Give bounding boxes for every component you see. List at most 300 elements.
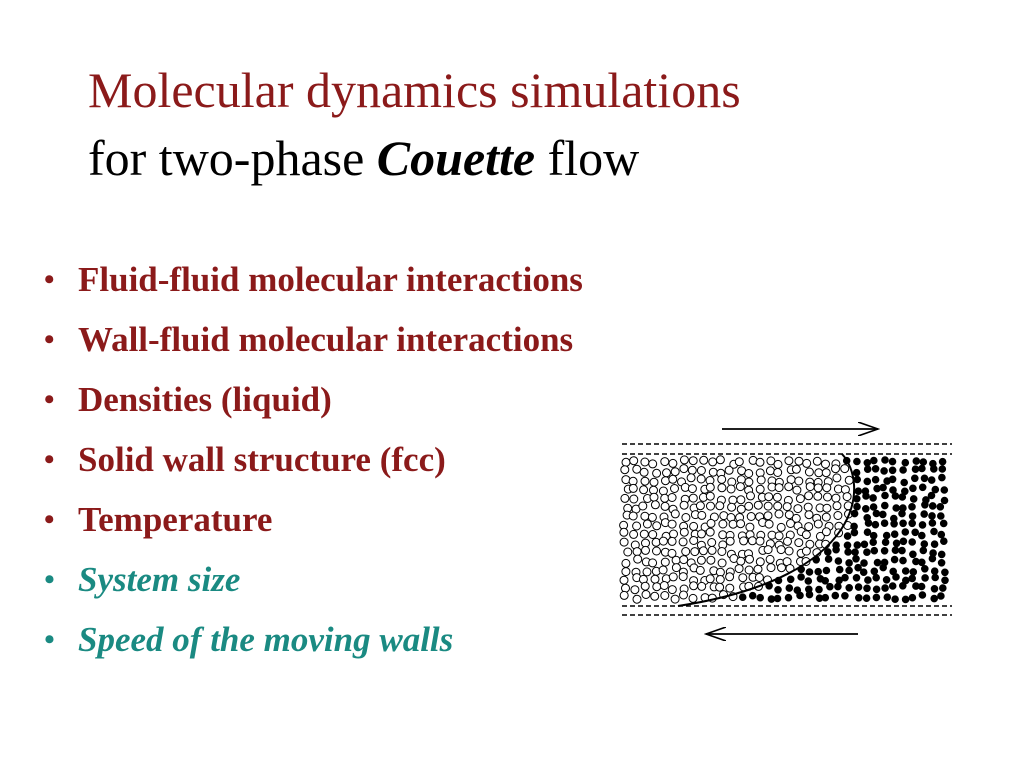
filled-particle bbox=[910, 551, 917, 558]
open-particle bbox=[672, 564, 680, 572]
filled-particle bbox=[932, 486, 939, 493]
filled-particle bbox=[884, 594, 891, 601]
filled-particle bbox=[851, 529, 858, 536]
open-particle bbox=[622, 568, 630, 576]
open-particle bbox=[787, 520, 795, 528]
open-particle bbox=[746, 555, 754, 563]
open-particle bbox=[737, 505, 745, 513]
filled-particle bbox=[855, 584, 862, 591]
open-particle bbox=[659, 566, 667, 574]
open-particle bbox=[726, 584, 734, 592]
open-particle bbox=[773, 493, 781, 501]
open-particle bbox=[785, 457, 793, 465]
filled-particle bbox=[823, 567, 830, 574]
bullet-text: System size bbox=[78, 560, 241, 599]
open-particle bbox=[696, 502, 704, 510]
filled-particle bbox=[822, 578, 829, 585]
filled-particle bbox=[931, 568, 938, 575]
filled-particle bbox=[891, 531, 898, 538]
open-particle bbox=[706, 575, 714, 583]
filled-particle bbox=[909, 513, 916, 520]
filled-particle bbox=[921, 511, 928, 518]
open-particle bbox=[690, 537, 698, 545]
open-particle bbox=[824, 493, 832, 501]
open-particle bbox=[631, 586, 639, 594]
filled-particle bbox=[805, 578, 812, 585]
filled-particle bbox=[864, 460, 871, 467]
filled-particle bbox=[774, 595, 781, 602]
open-particle bbox=[659, 487, 667, 495]
open-particle bbox=[814, 492, 822, 500]
filled-particle bbox=[872, 521, 879, 528]
open-particle bbox=[659, 537, 667, 545]
filled-particle bbox=[864, 466, 871, 473]
bullet-item bbox=[44, 370, 583, 430]
filled-particle bbox=[902, 529, 909, 536]
filled-particle bbox=[902, 459, 909, 466]
filled-particle bbox=[918, 583, 925, 590]
open-particle bbox=[716, 583, 724, 591]
open-particle bbox=[804, 503, 812, 511]
filled-particle bbox=[938, 560, 945, 567]
filled-particle bbox=[853, 469, 860, 476]
open-particle bbox=[754, 565, 762, 573]
filled-particle bbox=[870, 532, 877, 539]
filled-particle bbox=[942, 577, 949, 584]
filled-particle bbox=[882, 502, 889, 509]
open-particle bbox=[795, 457, 803, 465]
open-particle bbox=[756, 485, 764, 493]
filled-particle bbox=[883, 577, 890, 584]
open-particle bbox=[696, 566, 704, 574]
open-particle bbox=[633, 522, 641, 530]
open-particle bbox=[649, 559, 657, 567]
filled-particle bbox=[798, 574, 805, 581]
open-particle bbox=[755, 574, 763, 582]
filled-particle bbox=[931, 595, 938, 602]
filled-particle bbox=[889, 476, 896, 483]
open-particle bbox=[719, 531, 727, 539]
filled-particle bbox=[881, 468, 888, 475]
filled-particle bbox=[881, 520, 888, 527]
open-particle bbox=[726, 573, 734, 581]
filled-particle bbox=[919, 532, 926, 539]
bullet-item bbox=[44, 610, 583, 670]
open-particle bbox=[661, 458, 669, 466]
open-particle bbox=[641, 512, 649, 520]
open-particle bbox=[803, 459, 811, 467]
filled-particle bbox=[893, 574, 900, 581]
open-particle bbox=[680, 556, 688, 564]
filled-particle bbox=[929, 555, 936, 562]
filled-particle bbox=[922, 566, 929, 573]
open-particle bbox=[794, 505, 802, 513]
open-particle bbox=[682, 514, 690, 522]
open-particle bbox=[832, 494, 840, 502]
filled-particle bbox=[912, 466, 919, 473]
filled-particle bbox=[941, 497, 948, 504]
filled-particle bbox=[891, 556, 898, 563]
open-particle bbox=[620, 538, 628, 546]
filled-particle bbox=[931, 541, 938, 548]
filled-particle bbox=[871, 568, 878, 575]
filled-particle bbox=[919, 559, 926, 566]
open-particle bbox=[640, 530, 648, 538]
slide-title: Molecular dynamics simulations bbox=[88, 62, 741, 118]
open-particle bbox=[622, 584, 630, 592]
filled-particle bbox=[864, 585, 871, 592]
open-particle bbox=[688, 466, 696, 474]
filled-particle bbox=[853, 556, 860, 563]
open-particle bbox=[691, 548, 699, 556]
bullet-list bbox=[44, 250, 583, 670]
filled-particle bbox=[909, 520, 916, 527]
filled-particle bbox=[900, 520, 907, 527]
filled-particle bbox=[874, 559, 881, 566]
open-particle bbox=[756, 458, 764, 466]
filled-particle bbox=[889, 467, 896, 474]
filled-particle bbox=[872, 476, 879, 483]
filled-particle bbox=[940, 520, 947, 527]
open-particle bbox=[805, 511, 813, 519]
open-particle bbox=[757, 476, 765, 484]
open-particle bbox=[823, 504, 831, 512]
open-particle bbox=[700, 456, 708, 464]
filled-particle bbox=[749, 592, 756, 599]
open-particle bbox=[805, 492, 813, 500]
filled-particle bbox=[854, 458, 861, 465]
open-particle bbox=[652, 538, 660, 546]
fluid-particles bbox=[620, 456, 949, 603]
filled-particle bbox=[929, 520, 936, 527]
filled-particle bbox=[880, 484, 887, 491]
open-particle bbox=[774, 460, 782, 468]
open-particle bbox=[698, 582, 706, 590]
filled-particle bbox=[900, 557, 907, 564]
open-particle bbox=[680, 528, 688, 536]
filled-particle bbox=[865, 577, 872, 584]
filled-particle bbox=[806, 591, 813, 598]
open-particle bbox=[737, 557, 745, 565]
filled-particle bbox=[938, 531, 945, 538]
open-particle bbox=[653, 547, 661, 555]
open-particle bbox=[680, 465, 688, 473]
filled-particle bbox=[938, 551, 945, 558]
filled-particle bbox=[893, 540, 900, 547]
open-particle bbox=[806, 483, 814, 491]
open-particle bbox=[671, 510, 679, 518]
open-particle bbox=[709, 468, 717, 476]
open-particle bbox=[689, 494, 697, 502]
open-particle bbox=[698, 530, 706, 538]
open-particle bbox=[653, 469, 661, 477]
filled-particle bbox=[855, 564, 862, 571]
filled-particle bbox=[909, 539, 916, 546]
filled-particle bbox=[929, 503, 936, 510]
filled-particle bbox=[786, 585, 793, 592]
filled-particle bbox=[881, 548, 888, 555]
bullet-item bbox=[44, 430, 583, 490]
filled-particle bbox=[892, 547, 899, 554]
open-particle bbox=[843, 493, 851, 501]
open-particle bbox=[774, 502, 782, 510]
open-particle bbox=[725, 466, 733, 474]
filled-particle bbox=[832, 592, 839, 599]
filled-particle bbox=[797, 592, 804, 599]
filled-particle bbox=[870, 495, 877, 502]
filled-particle bbox=[846, 567, 853, 574]
open-particle bbox=[834, 512, 842, 520]
filled-particle bbox=[891, 521, 898, 528]
open-particle bbox=[642, 591, 650, 599]
filled-particle bbox=[892, 596, 899, 603]
filled-particle bbox=[909, 575, 916, 582]
filled-particle bbox=[940, 585, 947, 592]
bullet-item bbox=[44, 490, 583, 550]
open-particle bbox=[707, 556, 715, 564]
open-particle bbox=[640, 486, 648, 494]
filled-particle bbox=[873, 510, 880, 517]
filled-particle bbox=[938, 593, 945, 600]
open-particle bbox=[777, 546, 785, 554]
open-particle bbox=[822, 469, 830, 477]
filled-particle bbox=[882, 492, 889, 499]
open-particle bbox=[680, 501, 688, 509]
filled-particle bbox=[835, 583, 842, 590]
open-particle bbox=[679, 538, 687, 546]
filled-particle bbox=[892, 493, 899, 500]
filled-particle bbox=[854, 503, 861, 510]
open-particle bbox=[729, 520, 737, 528]
filled-particle bbox=[910, 496, 917, 503]
open-particle bbox=[735, 458, 743, 466]
open-particle bbox=[777, 523, 785, 531]
filled-particle bbox=[856, 595, 863, 602]
filled-particle bbox=[863, 493, 870, 500]
open-particle bbox=[813, 457, 821, 465]
open-particle bbox=[802, 531, 810, 539]
filled-particle bbox=[922, 575, 929, 582]
filled-particle bbox=[787, 576, 794, 583]
filled-particle bbox=[882, 539, 889, 546]
filled-particle bbox=[928, 477, 935, 484]
open-particle bbox=[622, 458, 630, 466]
open-particle bbox=[668, 494, 676, 502]
filled-particle bbox=[939, 474, 946, 481]
bullet-text: Solid wall structure (fcc) bbox=[78, 440, 446, 479]
open-particle bbox=[668, 537, 676, 545]
open-particle bbox=[630, 495, 638, 503]
open-particle bbox=[633, 465, 641, 473]
open-particle bbox=[728, 503, 736, 511]
filled-particle bbox=[833, 546, 840, 553]
filled-particle bbox=[816, 586, 823, 593]
filled-particle bbox=[909, 504, 916, 511]
open-particle bbox=[766, 555, 774, 563]
open-particle bbox=[672, 556, 680, 564]
couette-flow-diagram bbox=[606, 412, 962, 652]
bullet-dot-icon: • bbox=[44, 443, 55, 476]
open-particle bbox=[622, 476, 630, 484]
open-particle bbox=[669, 459, 677, 467]
bullet-item bbox=[44, 550, 583, 610]
filled-particle bbox=[853, 575, 860, 582]
filled-particle bbox=[844, 542, 851, 549]
filled-particle bbox=[757, 594, 764, 601]
open-particle bbox=[620, 528, 628, 536]
filled-particle bbox=[870, 504, 877, 511]
open-particle bbox=[661, 502, 669, 510]
open-particle bbox=[814, 520, 822, 528]
filled-particle bbox=[900, 467, 907, 474]
open-particle bbox=[764, 546, 772, 554]
open-particle bbox=[643, 568, 651, 576]
open-particle bbox=[651, 575, 659, 583]
open-particle bbox=[697, 556, 705, 564]
open-particle bbox=[833, 474, 841, 482]
bullet-item bbox=[44, 250, 583, 310]
open-particle bbox=[668, 520, 676, 528]
open-particle bbox=[740, 537, 748, 545]
open-particle bbox=[785, 547, 793, 555]
open-particle bbox=[766, 467, 774, 475]
bullet-dot-icon: • bbox=[44, 383, 55, 416]
filled-particle bbox=[863, 506, 870, 513]
bullet-dot-icon: • bbox=[44, 623, 55, 656]
slide-subtitle bbox=[88, 126, 639, 190]
open-particle bbox=[745, 502, 753, 510]
open-particle bbox=[689, 594, 697, 602]
filled-particle bbox=[854, 542, 861, 549]
open-particle bbox=[650, 478, 658, 486]
open-particle bbox=[653, 583, 661, 591]
filled-particle bbox=[941, 538, 948, 545]
filled-particle bbox=[860, 569, 867, 576]
filled-particle bbox=[889, 583, 896, 590]
filled-particle bbox=[921, 475, 928, 482]
open-particle bbox=[653, 522, 661, 530]
open-particle bbox=[815, 469, 823, 477]
open-particle bbox=[624, 548, 632, 556]
open-particle bbox=[679, 573, 687, 581]
open-particle bbox=[668, 586, 676, 594]
open-particle bbox=[634, 555, 642, 563]
open-particle bbox=[756, 558, 764, 566]
open-particle bbox=[661, 592, 669, 600]
open-particle bbox=[680, 456, 688, 464]
filled-particle bbox=[874, 485, 881, 492]
filled-particle bbox=[851, 523, 858, 530]
filled-particle bbox=[921, 541, 928, 548]
filled-particle bbox=[846, 585, 853, 592]
open-particle bbox=[650, 493, 658, 501]
open-particle bbox=[716, 502, 724, 510]
filled-particle bbox=[931, 528, 938, 535]
open-particle bbox=[736, 483, 744, 491]
open-particle bbox=[687, 474, 695, 482]
open-particle bbox=[841, 465, 849, 473]
open-particle bbox=[708, 546, 716, 554]
filled-particle bbox=[827, 583, 834, 590]
filled-particle bbox=[938, 513, 945, 520]
open-particle bbox=[822, 460, 830, 468]
open-particle bbox=[765, 493, 773, 501]
open-particle bbox=[784, 537, 792, 545]
open-particle bbox=[633, 595, 641, 603]
open-particle bbox=[795, 539, 803, 547]
open-particle bbox=[697, 475, 705, 483]
filled-particle bbox=[928, 492, 935, 499]
bullet-dot-icon: • bbox=[44, 263, 55, 296]
open-particle bbox=[726, 537, 734, 545]
filled-particle bbox=[883, 532, 890, 539]
open-particle bbox=[639, 502, 647, 510]
open-particle bbox=[643, 520, 651, 528]
open-particle bbox=[663, 469, 671, 477]
open-particle bbox=[669, 573, 677, 581]
open-particle bbox=[764, 502, 772, 510]
open-particle bbox=[660, 582, 668, 590]
filled-particle bbox=[836, 566, 843, 573]
open-particle bbox=[699, 547, 707, 555]
bullet-text: Wall-fluid molecular interactions bbox=[78, 320, 574, 359]
open-particle bbox=[670, 530, 678, 538]
filled-particle bbox=[880, 564, 887, 571]
filled-particle bbox=[919, 484, 926, 491]
filled-particle bbox=[937, 504, 944, 511]
bullet-dot-icon: • bbox=[44, 563, 55, 596]
open-particle bbox=[718, 484, 726, 492]
open-particle bbox=[719, 520, 727, 528]
open-particle bbox=[651, 501, 659, 509]
filled-particle bbox=[861, 560, 868, 567]
open-particle bbox=[745, 470, 753, 478]
open-particle bbox=[671, 468, 679, 476]
open-particle bbox=[716, 456, 724, 464]
filled-particle bbox=[900, 538, 907, 545]
filled-particle bbox=[912, 529, 919, 536]
bullet-dot-icon: • bbox=[44, 503, 55, 536]
open-particle bbox=[793, 486, 801, 494]
open-particle bbox=[767, 564, 775, 572]
open-particle bbox=[690, 522, 698, 530]
filled-particle bbox=[785, 594, 792, 601]
open-particle bbox=[649, 460, 657, 468]
bullet-text: Densities (liquid) bbox=[78, 380, 332, 419]
open-particle bbox=[690, 582, 698, 590]
open-particle bbox=[718, 559, 726, 567]
open-particle bbox=[709, 458, 717, 466]
open-particle bbox=[764, 512, 772, 520]
filled-particle bbox=[864, 529, 871, 536]
filled-particle bbox=[871, 547, 878, 554]
open-particle bbox=[765, 520, 773, 528]
open-particle bbox=[661, 494, 669, 502]
open-particle bbox=[756, 537, 764, 545]
filled-particle bbox=[941, 487, 948, 494]
open-particle bbox=[633, 548, 641, 556]
open-particle bbox=[706, 492, 714, 500]
filled-particle bbox=[825, 549, 832, 556]
filled-particle bbox=[864, 549, 871, 556]
bottom-wall bbox=[622, 606, 952, 615]
open-particle bbox=[739, 574, 747, 582]
filled-particle bbox=[852, 549, 859, 556]
open-particle bbox=[745, 478, 753, 486]
filled-particle bbox=[893, 505, 900, 512]
open-particle bbox=[783, 503, 791, 511]
open-particle bbox=[737, 496, 745, 504]
